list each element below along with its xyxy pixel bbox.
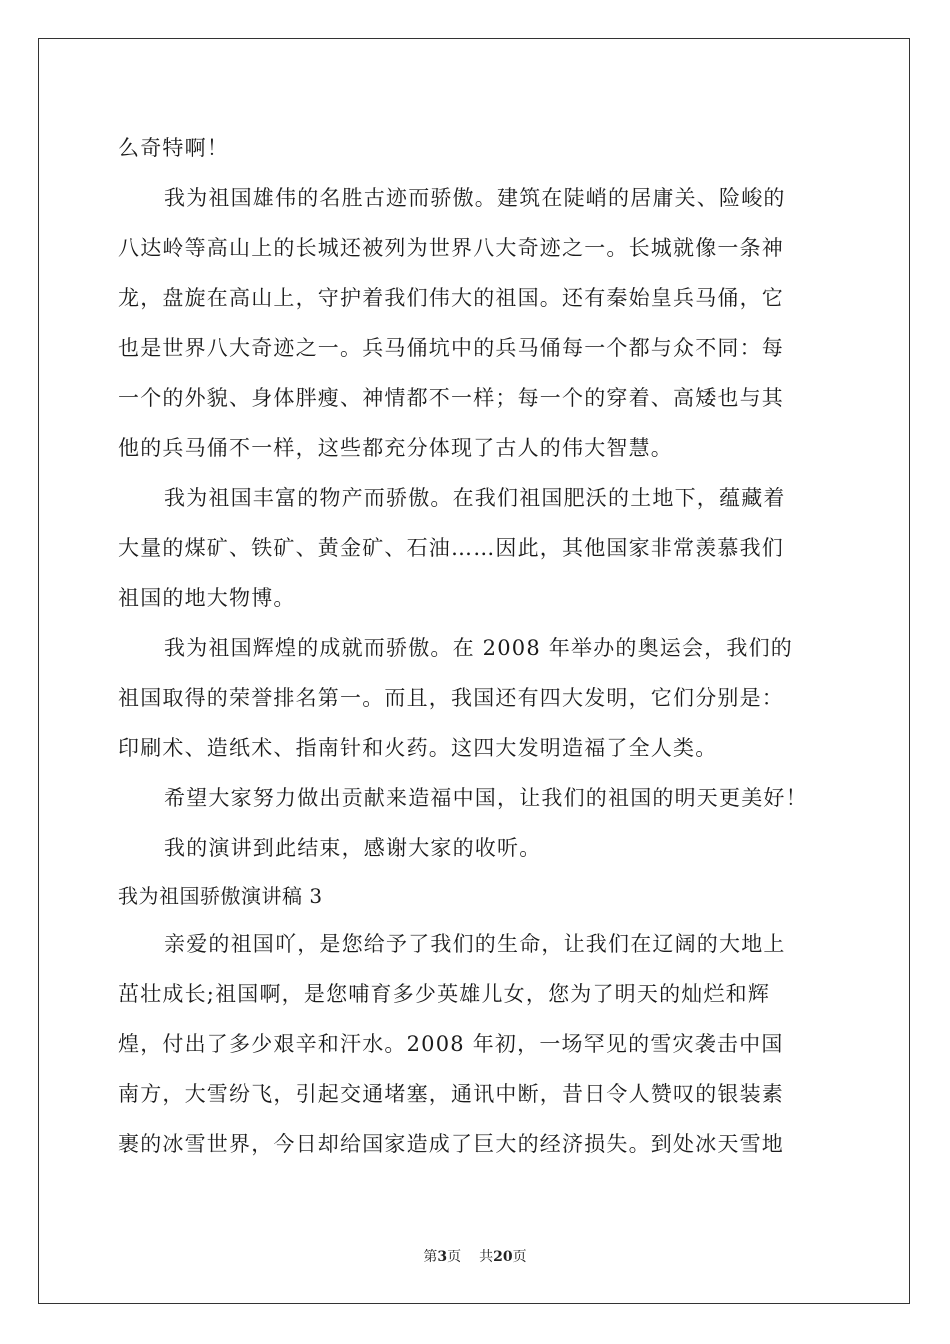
page-footer <box>0 1246 950 1266</box>
text-line: 么奇特啊！ <box>118 136 229 160</box>
text-line: 印刷术、造纸术、指南针和火药。这四大发明造福了全人类。 <box>118 736 718 760</box>
paragraph-start-line: 我的演讲到此结束，感谢大家的收听。 <box>164 836 542 860</box>
page-suffix: 页 <box>447 1249 462 1265</box>
total-prefix: 共 <box>479 1249 494 1265</box>
total-suffix: 页 <box>512 1249 527 1265</box>
text-line: 也是世界八大奇迹之一。兵马俑坑中的兵马俑每一个都与众不同：每 <box>118 336 784 360</box>
text-line: 煌，付出了多少艰辛和汗水。2008 年初，一场罕见的雪灾袭击中国 <box>118 1032 784 1056</box>
current-page-number: 3 <box>437 1249 448 1265</box>
text-line: 大量的煤矿、铁矿、黄金矿、石油……因此，其他国家非常羡慕我们 <box>118 536 784 560</box>
text-line: 八达岭等高山上的长城还被列为世界八大奇迹之一。长城就像一条神 <box>118 236 784 260</box>
paragraph-start-line: 我为祖国辉煌的成就而骄傲。在 2008 年举办的奥运会，我们的 <box>164 636 793 660</box>
section-heading: 我为祖国骄傲演讲稿 3 <box>118 884 323 908</box>
text-line: 裹的冰雪世界，今日却给国家造成了巨大的经济损失。到处冰天雪地 <box>118 1132 784 1156</box>
paragraph-start-line: 亲爱的祖国吖，是您给予了我们的生命，让我们在辽阔的大地上 <box>164 932 786 956</box>
paragraph-start-line: 我为祖国雄伟的名胜古迹而骄傲。建筑在陡峭的居庸关、险峻的 <box>164 186 786 210</box>
text-line: 他的兵马俑不一样，这些都充分体现了古人的伟大智慧。 <box>118 436 673 460</box>
text-line: 祖国取得的荣誉排名第一。而且，我国还有四大发明，它们分别是： <box>118 686 784 710</box>
paragraph-start-line: 希望大家努力做出贡献来造福中国，让我们的祖国的明天更美好！ <box>164 786 808 810</box>
text-line: 一个的外貌、身体胖瘦、神情都不一样；每一个的穿着、高矮也与其 <box>118 386 784 410</box>
text-line: 龙，盘旋在高山上，守护着我们伟大的祖国。还有秦始皇兵马俑，它 <box>118 286 784 310</box>
paragraph-start-line: 我为祖国丰富的物产而骄傲。在我们祖国肥沃的土地下，蕴藏着 <box>164 486 786 510</box>
total-page-count: 20 <box>493 1249 513 1265</box>
text-line: 祖国的地大物博。 <box>118 586 296 610</box>
text-line: 南方，大雪纷飞，引起交通堵塞，通讯中断，昔日令人赞叹的银装素 <box>118 1082 784 1106</box>
text-line: 茁壮成长;祖国啊，是您哺育多少英雄儿女，您为了明天的灿烂和辉 <box>118 982 771 1006</box>
page-prefix: 第 <box>423 1249 438 1265</box>
